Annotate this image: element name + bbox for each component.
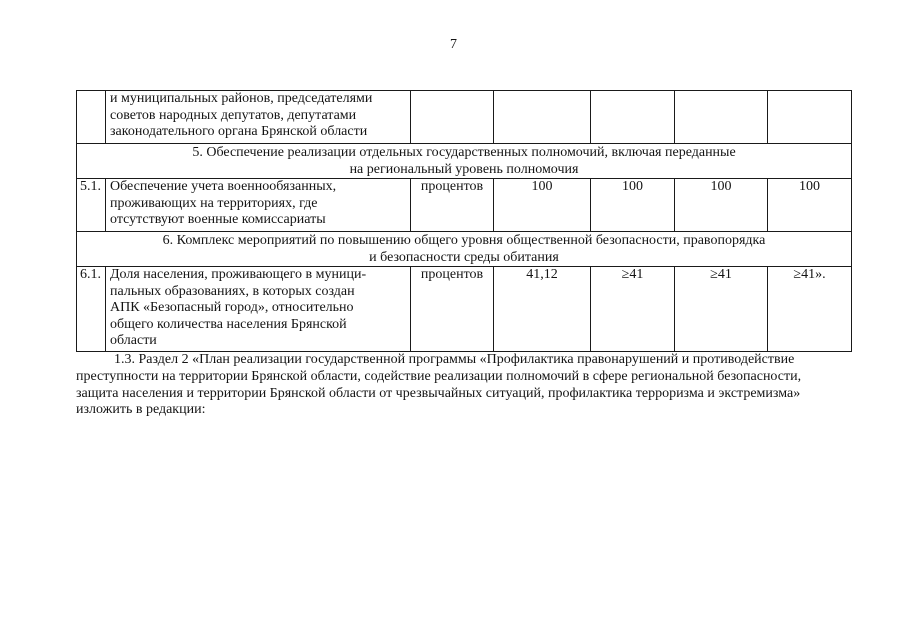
paragraph-line: изложить в редакции:	[76, 402, 206, 418]
body-paragraph	[76, 352, 851, 419]
description-line: общего количества населения Брянской	[110, 316, 347, 332]
description-line: советов народных депутатов, депутатами	[110, 107, 357, 123]
value-cell: ≥41	[675, 267, 768, 352]
description-line: Доля населения, проживающего в муници-	[110, 267, 367, 282]
table-row	[77, 91, 852, 144]
value-cell: 100	[591, 179, 675, 232]
description-line: пальных образованиях, в которых создан	[110, 283, 355, 299]
unit-cell: процентов	[411, 179, 494, 232]
section-row	[77, 232, 852, 267]
section-heading-line: 6. Комплекс мероприятий по повышению общего уровня общественной безопасности, правопорядка	[162, 233, 766, 248]
paragraph-line: защита населения и территории Брянской области от чрезвычайных ситуаций, профилактика терроризма и экстремизма»	[76, 385, 801, 401]
description-line: законодательного органа Брянской области	[110, 124, 368, 139]
value-cell: 100	[494, 179, 591, 232]
section-heading-cell	[77, 232, 852, 267]
section-heading-line: 5. Обеспечение реализации отдельных государственных полномочий, включая переданные	[192, 145, 736, 160]
value-cell	[768, 91, 852, 144]
description-line: области	[110, 333, 157, 348]
indicator-description-cell	[106, 91, 411, 144]
value-cell	[494, 91, 591, 144]
indicator-description-cell	[106, 267, 411, 352]
table-row	[77, 179, 852, 232]
section-heading-cell	[77, 144, 852, 179]
page-number: 7	[450, 37, 457, 52]
section-heading-line: на региональный уровень полномочия	[349, 161, 579, 177]
value-cell	[591, 91, 675, 144]
section-row	[77, 144, 852, 179]
row-number-cell: 5.1.	[77, 179, 106, 232]
indicators-table	[76, 90, 852, 352]
row-number-cell	[77, 91, 106, 144]
row-number-cell: 6.1.	[77, 267, 106, 352]
unit-cell: процентов	[411, 267, 494, 352]
description-line: Обеспечение учета военнообязанных,	[110, 179, 337, 194]
value-cell: 41,12	[494, 267, 591, 352]
indicator-description-cell	[106, 179, 411, 232]
section-heading-line: и безопасности среды обитания	[369, 249, 559, 265]
value-cell: 100	[675, 179, 768, 232]
description-line: отсутствуют военные комиссариаты	[110, 212, 326, 227]
description-line: АПК «Безопасный город», относительно	[110, 300, 354, 315]
description-line: и муниципальных районов, председателями	[110, 91, 373, 106]
value-cell: 100	[768, 179, 852, 232]
value-cell	[675, 91, 768, 144]
paragraph-line: преступности на территории Брянской области, содействие реализации полномочий в сфере региональной безопасности,	[76, 368, 802, 384]
value-cell: ≥41	[591, 267, 675, 352]
value-cell: ≥41».	[768, 267, 852, 352]
unit-cell	[411, 91, 494, 144]
description-line: проживающих на территориях, где	[110, 195, 318, 211]
table-row	[77, 267, 852, 352]
paragraph-line: 1.3. Раздел 2 «План реализации государственной программы «Профилактика правонарушений и противодействие	[114, 352, 795, 367]
